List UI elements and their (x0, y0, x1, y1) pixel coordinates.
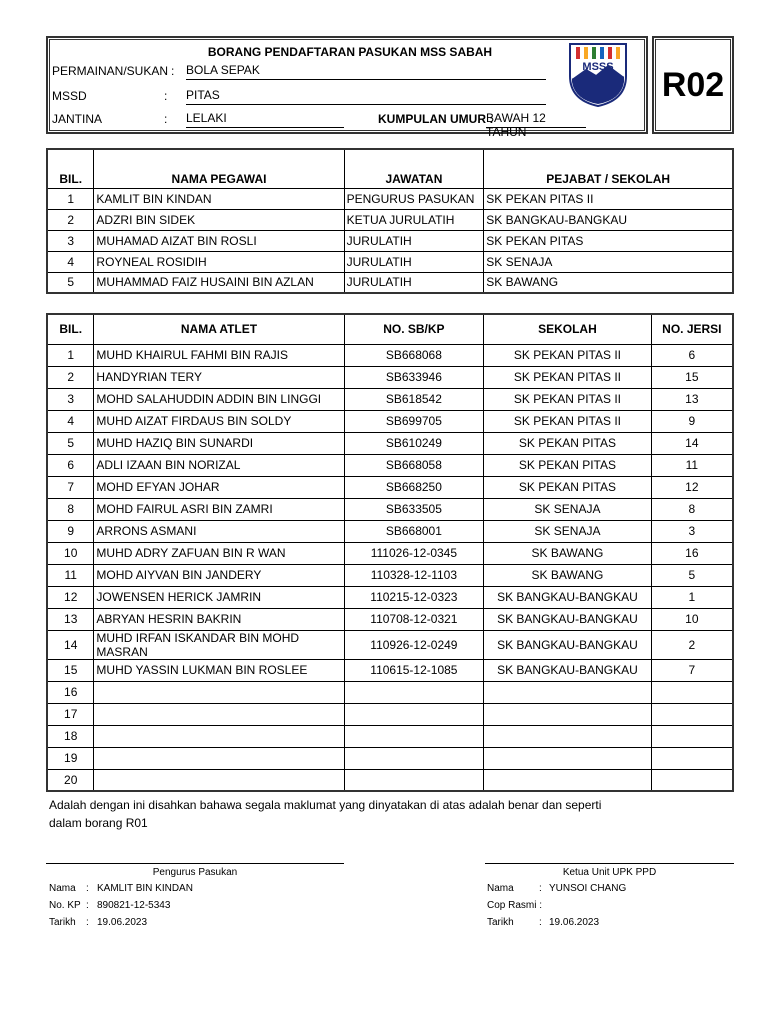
athlete-no: 15 (47, 659, 94, 681)
athlete-no: 17 (47, 703, 94, 725)
athlete-school: SK PEKAN PITAS II (484, 388, 652, 410)
field-colon-sport: : (171, 64, 175, 78)
form-title: BORANG PENDAFTARAN PASUKAN MSS SABAH (207, 45, 493, 59)
athlete-name: MUHD YASSIN LUKMAN BIN ROSLEE (94, 659, 344, 681)
left-signature-colon: : (86, 917, 89, 928)
official-no: 3 (47, 230, 94, 251)
left-signature-value: KAMLIT BIN KINDAN (97, 883, 193, 894)
athlete-jersey (651, 703, 733, 725)
athlete-name: MOHD FAIRUL ASRI BIN ZAMRI (94, 498, 344, 520)
athlete-no: 4 (47, 410, 94, 432)
right-signature-value: 19.06.2023 (549, 917, 600, 928)
athlete-jersey (651, 681, 733, 703)
right-signature-line (485, 863, 734, 864)
athlete-no: 1 (47, 344, 94, 366)
athlete-jersey (651, 747, 733, 769)
athlete-id: 110926-12-0249 (344, 630, 484, 659)
official-name: KAMLIT BIN KINDAN (94, 188, 344, 209)
athlete-school: SK BANGKAU-BANGKAU (484, 586, 652, 608)
athletes-header-id: NO. SB/KP (344, 314, 484, 344)
athletes-row (47, 498, 733, 520)
left-signature-value: 890821-12-5343 (97, 900, 171, 911)
right-signature-title: Ketua Unit UPK PPD (562, 867, 657, 878)
athlete-no: 13 (47, 608, 94, 630)
athlete-name: MUHD IRFAN ISKANDAR BIN MOHD MASRAN (94, 630, 344, 659)
official-name: MUHAMAD AIZAT BIN ROSLI (94, 230, 344, 251)
athletes-row (47, 747, 733, 769)
athletes-row (47, 725, 733, 747)
athletes-header-school: SEKOLAH (484, 314, 652, 344)
athletes-row (47, 586, 733, 608)
athlete-no: 7 (47, 476, 94, 498)
athlete-name: HANDYRIAN TERY (94, 366, 344, 388)
athlete-no: 3 (47, 388, 94, 410)
right-signature-colon: : (539, 883, 542, 894)
athlete-school: SK SENAJA (484, 498, 652, 520)
athlete-no: 14 (47, 630, 94, 659)
field-label-sport: PERMAINAN/SUKAN (52, 64, 169, 78)
athlete-no: 9 (47, 520, 94, 542)
athletes-table (46, 313, 734, 792)
athlete-no: 10 (47, 542, 94, 564)
athlete-id: SB668058 (344, 454, 484, 476)
athlete-name: MUHD HAZIQ BIN SUNARDI (94, 432, 344, 454)
athlete-id (344, 747, 484, 769)
official-office: SK PEKAN PITAS (484, 230, 733, 251)
left-signature-title: Pengurus Pasukan (152, 867, 238, 878)
athlete-id: 110708-12-0321 (344, 608, 484, 630)
athlete-id (344, 703, 484, 725)
athlete-jersey: 13 (651, 388, 733, 410)
officials-header-no: BIL. (47, 149, 94, 188)
field-value-mssd: PITAS (186, 88, 546, 105)
athlete-school (484, 703, 652, 725)
athlete-no: 16 (47, 681, 94, 703)
athlete-name (94, 769, 344, 791)
athlete-id: SB633946 (344, 366, 484, 388)
field-value-gender: LELAKI (186, 111, 344, 128)
athletes-row (47, 564, 733, 586)
right-signature-label: Cop Rasmi : (487, 900, 543, 911)
official-no: 1 (47, 188, 94, 209)
official-name: MUHAMMAD FAIZ HUSAINI BIN AZLAN (94, 272, 344, 293)
athlete-school (484, 725, 652, 747)
left-signature-label: Tarikh (49, 917, 76, 928)
right-signature-label: Nama (487, 883, 514, 894)
athlete-school: SK PEKAN PITAS (484, 454, 652, 476)
athlete-jersey: 1 (651, 586, 733, 608)
left-signature-line (46, 863, 344, 864)
athlete-id (344, 725, 484, 747)
declaration-line-2: dalam borang R01 (49, 816, 148, 830)
age-group-label: KUMPULAN UMUR : (378, 112, 494, 126)
athlete-id: 111026-12-0345 (344, 542, 484, 564)
left-signature-value: 19.06.2023 (97, 917, 148, 928)
athlete-jersey: 6 (651, 344, 733, 366)
athlete-jersey: 12 (651, 476, 733, 498)
athletes-row (47, 432, 733, 454)
official-position: PENGURUS PASUKAN (344, 188, 484, 209)
athlete-jersey: 10 (651, 608, 733, 630)
athlete-name: MUHD AIZAT FIRDAUS BIN SOLDY (94, 410, 344, 432)
athletes-row (47, 388, 733, 410)
athlete-id: SB610249 (344, 432, 484, 454)
official-office: SK SENAJA (484, 251, 733, 272)
athlete-id (344, 769, 484, 791)
athlete-name: MOHD EFYAN JOHAR (94, 476, 344, 498)
athlete-id: SB699705 (344, 410, 484, 432)
athlete-school: SK BANGKAU-BANGKAU (484, 608, 652, 630)
athlete-school: SK PEKAN PITAS II (484, 366, 652, 388)
official-office: SK PEKAN PITAS II (484, 188, 733, 209)
athlete-no: 6 (47, 454, 94, 476)
official-office: SK BANGKAU-BANGKAU (484, 209, 733, 230)
athletes-row (47, 454, 733, 476)
athletes-row (47, 659, 733, 681)
athlete-jersey: 3 (651, 520, 733, 542)
athlete-jersey: 9 (651, 410, 733, 432)
left-signature-label: No. KP (49, 900, 81, 911)
athlete-school (484, 769, 652, 791)
official-position: JURULATIH (344, 251, 484, 272)
athlete-id: SB668001 (344, 520, 484, 542)
officials-table (46, 148, 734, 294)
athlete-jersey: 11 (651, 454, 733, 476)
athletes-row (47, 630, 733, 659)
athletes-row (47, 681, 733, 703)
athlete-no: 20 (47, 769, 94, 791)
athletes-row (47, 344, 733, 366)
athlete-school: SK BANGKAU-BANGKAU (484, 630, 652, 659)
officials-row (47, 230, 733, 251)
right-signature-value: YUNSOI CHANG (549, 883, 627, 894)
athletes-row (47, 366, 733, 388)
officials-row (47, 251, 733, 272)
left-signature-colon: : (86, 900, 89, 911)
athlete-school (484, 681, 652, 703)
athlete-jersey: 15 (651, 366, 733, 388)
athlete-jersey: 5 (651, 564, 733, 586)
athlete-jersey: 7 (651, 659, 733, 681)
athlete-name (94, 703, 344, 725)
athlete-id (344, 681, 484, 703)
msss-logo (566, 42, 630, 108)
athlete-name: MOHD AIYVAN BIN JANDERY (94, 564, 344, 586)
official-position: JURULATIH (344, 272, 484, 293)
officials-header-office: PEJABAT / SEKOLAH (484, 149, 733, 188)
athlete-name (94, 725, 344, 747)
athlete-jersey (651, 769, 733, 791)
athlete-school: SK PEKAN PITAS II (484, 410, 652, 432)
athlete-name: MOHD SALAHUDDIN ADDIN BIN LINGGI (94, 388, 344, 410)
declaration-line-1: Adalah dengan ini disahkan bahawa segala maklumat yang dinyatakan di atas adalah benar dan seperti (49, 798, 602, 812)
athlete-id: SB633505 (344, 498, 484, 520)
official-name: ROYNEAL ROSIDIH (94, 251, 344, 272)
official-no: 4 (47, 251, 94, 272)
official-position: KETUA JURULATIH (344, 209, 484, 230)
official-no: 5 (47, 272, 94, 293)
athletes-header-no: BIL. (47, 314, 94, 344)
officials-header-name: NAMA PEGAWAI (94, 149, 344, 188)
field-value-sport: BOLA SEPAK (186, 63, 546, 80)
official-position: JURULATIH (344, 230, 484, 251)
athlete-no: 11 (47, 564, 94, 586)
athlete-name: ABRYAN HESRIN BAKRIN (94, 608, 344, 630)
athlete-school: SK BANGKAU-BANGKAU (484, 659, 652, 681)
athlete-no: 12 (47, 586, 94, 608)
athlete-school: SK BAWANG (484, 542, 652, 564)
field-colon-mssd: : (164, 89, 168, 103)
athlete-id: SB668068 (344, 344, 484, 366)
left-signature-label: Nama (49, 883, 76, 894)
athlete-no: 5 (47, 432, 94, 454)
field-label-mssd: MSSD (52, 89, 87, 103)
athlete-name: ARRONS ASMANI (94, 520, 344, 542)
athlete-jersey: 14 (651, 432, 733, 454)
officials-row (47, 209, 733, 230)
official-office: SK BAWANG (484, 272, 733, 293)
athlete-name: MUHD ADRY ZAFUAN BIN R WAN (94, 542, 344, 564)
athlete-jersey: 16 (651, 542, 733, 564)
athlete-id: SB618542 (344, 388, 484, 410)
athletes-row (47, 703, 733, 725)
logo-text: MSSS (582, 61, 614, 73)
athlete-school: SK SENAJA (484, 520, 652, 542)
age-group-value: BAWAH 12 TAHUN (486, 111, 586, 128)
officials-header-row (47, 149, 733, 188)
athlete-school: SK BAWANG (484, 564, 652, 586)
athletes-header-row (47, 314, 733, 344)
athlete-no: 19 (47, 747, 94, 769)
athlete-name (94, 681, 344, 703)
athlete-no: 2 (47, 366, 94, 388)
athlete-no: 18 (47, 725, 94, 747)
athlete-jersey (651, 725, 733, 747)
official-no: 2 (47, 209, 94, 230)
field-label-gender: JANTINA (52, 112, 103, 126)
athletes-header-jersey: NO. JERSI (651, 314, 733, 344)
athlete-name: JOWENSEN HERICK JAMRIN (94, 586, 344, 608)
athlete-id: 110615-12-1085 (344, 659, 484, 681)
officials-row (47, 188, 733, 209)
athletes-header-name: NAMA ATLET (94, 314, 344, 344)
athletes-row (47, 520, 733, 542)
athlete-school: SK PEKAN PITAS (484, 432, 652, 454)
athlete-name: MUHD KHAIRUL FAHMI BIN RAJIS (94, 344, 344, 366)
field-colon-gender: : (164, 112, 168, 126)
athlete-jersey: 2 (651, 630, 733, 659)
athletes-row (47, 608, 733, 630)
officials-row (47, 272, 733, 293)
athlete-school: SK PEKAN PITAS (484, 476, 652, 498)
athletes-row (47, 410, 733, 432)
official-name: ADZRI BIN SIDEK (94, 209, 344, 230)
athlete-school (484, 747, 652, 769)
right-signature-label: Tarikh (487, 917, 514, 928)
athlete-name (94, 747, 344, 769)
right-signature-colon: : (539, 917, 542, 928)
athletes-row (47, 769, 733, 791)
form-code: R02 (655, 39, 731, 131)
athletes-row (47, 476, 733, 498)
athlete-name: ADLI IZAAN BIN NORIZAL (94, 454, 344, 476)
athletes-row (47, 542, 733, 564)
athlete-jersey: 8 (651, 498, 733, 520)
athlete-no: 8 (47, 498, 94, 520)
athlete-id: SB668250 (344, 476, 484, 498)
left-signature-colon: : (86, 883, 89, 894)
athlete-id: 110328-12-1103 (344, 564, 484, 586)
athlete-school: SK PEKAN PITAS II (484, 344, 652, 366)
athlete-id: 110215-12-0323 (344, 586, 484, 608)
officials-header-position: JAWATAN (344, 149, 484, 188)
